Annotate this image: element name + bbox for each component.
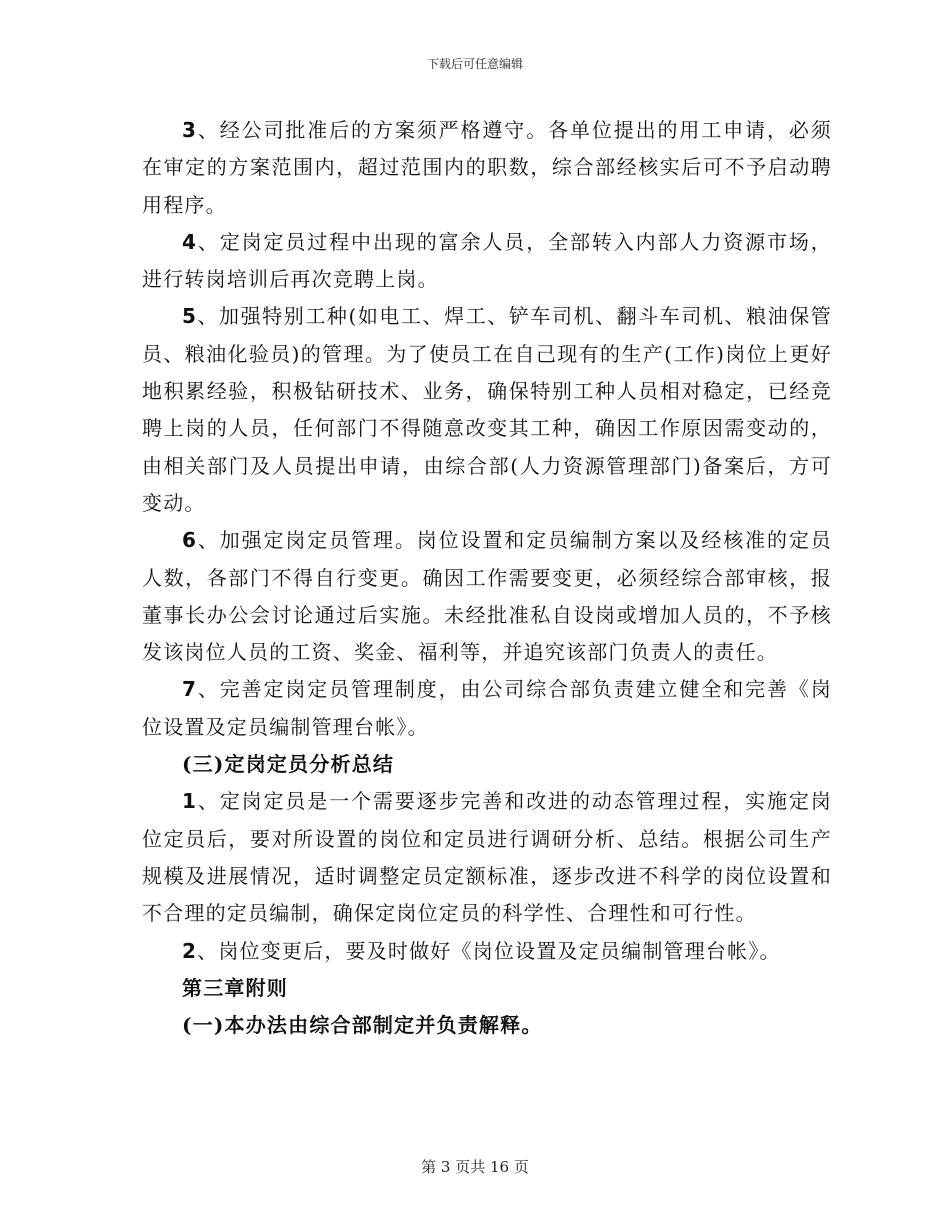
paragraph-text: 、定岗定员过程中出现的富余人员，全部转入内部人力资源市场，进行转岗培训后再次竞聘上岗。 bbox=[142, 229, 832, 292]
item-number: 6 bbox=[182, 528, 198, 553]
item-number: 1 bbox=[182, 789, 198, 814]
paragraph-text: 、经公司批准后的方案须严格遵守。各单位提出的用工申请，必须在审定的方案范围内，超过范围内的职数，综合部经核实后可不予启动聘用程序。 bbox=[142, 118, 832, 217]
paragraph-text: 、加强特别工种(如电工、焊工、铲车司机、翻斗车司机、粮油保管员、粮油化验员)的管理。为了使员工在自己现有的生产(工作)岗位上更好地积累经验，积极钻研技术、业务，确保特别工种人员相对稳定，已经竞聘上岗的人员，任何部门不得随意改变其工种，确因工作原因需变动的，由相关部门及人员提出申请，由综合部(人力资源管理部门)备案后，方可变动。 bbox=[142, 304, 832, 515]
paragraph-7 bbox=[142, 671, 832, 746]
paragraph-text: 、岗位变更后，要及时做好《岗位设置及定员编制管理台帐》。 bbox=[197, 938, 781, 963]
item-number: 3 bbox=[182, 118, 198, 142]
paragraph-6 bbox=[142, 522, 832, 671]
summary-paragraph-2 bbox=[142, 933, 832, 970]
chapter-heading: 第三章附则 bbox=[182, 975, 288, 1000]
item-number: 4 bbox=[182, 229, 198, 254]
paragraph-text: 、完善定岗定员管理制度，由公司综合部负责建立健全和完善《岗位设置及定员编制管理台帐》。 bbox=[142, 677, 832, 739]
paragraph-3 bbox=[142, 112, 832, 224]
paragraph-4 bbox=[142, 224, 832, 299]
item-number: 2 bbox=[182, 938, 198, 963]
page-footer: 第 3 页共 16 页 bbox=[421, 1158, 529, 1176]
item-number: 7 bbox=[182, 677, 198, 702]
document-body bbox=[142, 112, 832, 1044]
page-header: 下载后可任意编辑 bbox=[426, 57, 523, 71]
item-number: 5 bbox=[182, 304, 198, 329]
summary-paragraph-1 bbox=[142, 783, 832, 932]
chapter-item: (一)本办法由综合部制定并负责解释。 bbox=[182, 1013, 543, 1038]
paragraph-text: 、加强定岗定员管理。岗位设置和定员编制方案以及经核准的定员人数，各部门不得自行变更。确因工作需要变更，必须经综合部审核，报董事长办公会讨论通过后实施。未经批准私自设岗或增加人员的，不予核发该岗位人员的工资、奖金、福利等，并追究该部门负责人的责任。 bbox=[142, 528, 832, 665]
paragraph-text: 、定岗定员是一个需要逐步完善和改进的动态管理过程，实施定岗位定员后，要对所设置的岗位和定员进行调研分析、总结。根据公司生产规模及进展情况，适时调整定员定额标准，逐步改进不科学的岗位设置和不合理的定员编制，确保定岗位定员的科学性、合理性和可行性。 bbox=[142, 789, 832, 926]
section-heading: (三)定岗定员分析总结 bbox=[182, 752, 395, 777]
paragraph-5 bbox=[142, 298, 832, 522]
